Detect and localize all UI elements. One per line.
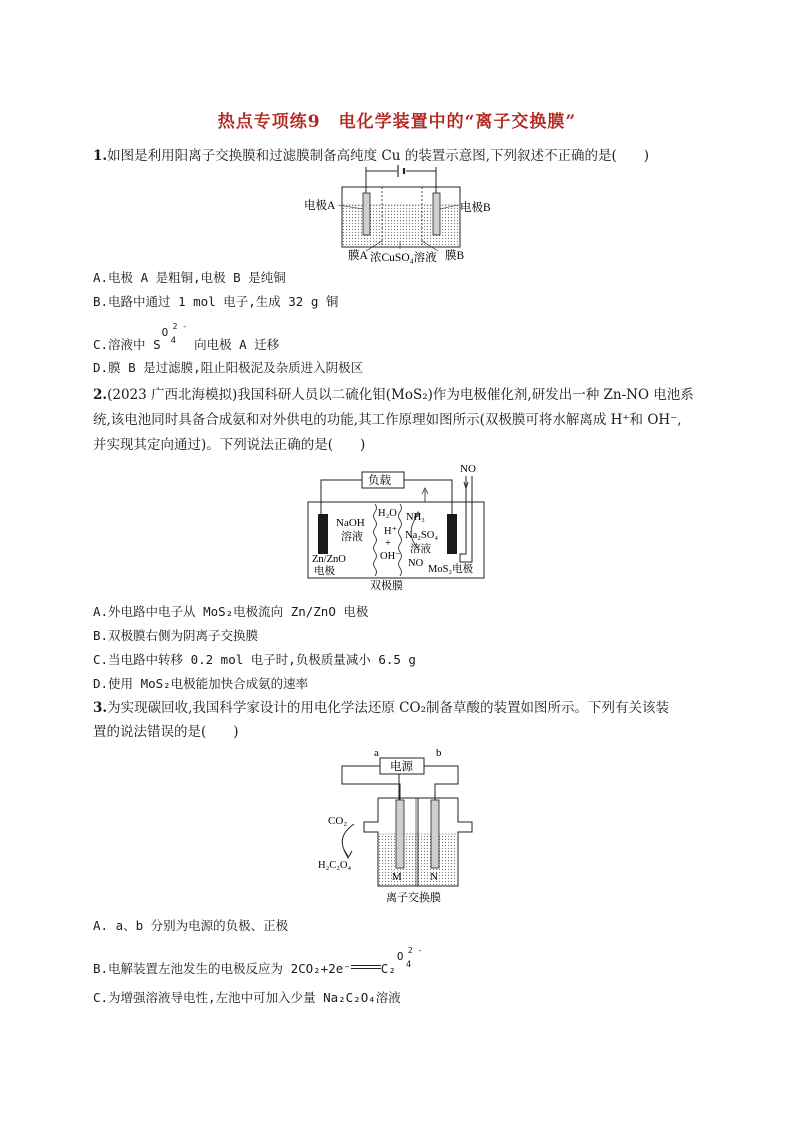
- label-na2so4: Na₂SO₄: [405, 530, 438, 541]
- q3-oxalate-sub: 4: [405, 960, 412, 970]
- question-2-stem-line-1: [93, 385, 694, 405]
- label-membrane-b: 膜B: [445, 250, 465, 262]
- label-membrane-a: 膜A: [348, 250, 368, 262]
- question-1-stem: [93, 146, 649, 166]
- label-mos2-electrode: MoS₂电极: [428, 564, 474, 575]
- question-2-number: 2.: [93, 387, 108, 403]
- label-load: 负载: [368, 475, 391, 487]
- figure-2-zn-no-cell: [300, 462, 500, 592]
- label-electrode-a: 电极A: [304, 200, 336, 212]
- q3-option-b[interactable]: [93, 946, 423, 979]
- q1-sulfate-o: O: [161, 326, 169, 339]
- label-m: M: [392, 871, 402, 883]
- label-bipolar-membrane: 双极膜: [370, 580, 403, 592]
- label-power-source: 电源: [390, 761, 413, 773]
- q3-oxalate-o: O: [396, 950, 404, 963]
- label-zn-electrode-1: Zn/ZnO: [312, 554, 346, 565]
- label-electrode-b: 电极B: [460, 202, 491, 214]
- q2-option-c[interactable]: C.当电路中转移 0.2 mol 电子时,负极质量减小 6.5 g: [93, 652, 416, 667]
- question-1-number: 1.: [93, 148, 108, 164]
- q1-option-d[interactable]: D.膜 B 是过滤膜,阻止阳极泥及杂质进入阴极区: [93, 360, 364, 375]
- label-h2c2o4: H₂C₂O₄: [318, 860, 352, 871]
- q2-option-b[interactable]: B.双极膜右侧为阴离子交换膜: [93, 628, 259, 643]
- q3-oxalate-charge: 2 -: [407, 946, 423, 955]
- q1-option-a[interactable]: A.电极 A 是粗铜,电极 B 是纯铜: [93, 270, 286, 285]
- question-3-text-1: 为实现碳回收,我国科学家设计的用电化学法还原 CO₂制备草酸的装置如图所示。下列有关该装: [107, 700, 669, 716]
- label-b: b: [436, 748, 442, 759]
- label-h2o: H₂O: [378, 508, 397, 519]
- label-oh-minus: OH⁻: [380, 551, 401, 562]
- label-solution: 浓CuSO₄溶液: [370, 252, 437, 264]
- figure-3-co2-reduction-cell: [318, 748, 498, 908]
- q2-option-a[interactable]: A.外电路中电子从 MoS₂电极流向 Zn/ZnO 电极: [93, 604, 369, 619]
- q3-option-a[interactable]: A. a、b 分别为电源的负极、正极: [93, 918, 289, 933]
- label-zn-electrode-2: 电极: [314, 566, 335, 577]
- label-na2so4-solution: 溶液: [410, 544, 431, 555]
- label-n: N: [430, 871, 438, 883]
- q1-option-c[interactable]: [93, 322, 280, 355]
- figure-1-electrolysis-cell: [300, 165, 495, 267]
- label-no-gas: NO: [460, 463, 476, 475]
- q2-option-d[interactable]: D.使用 MoS₂电极能加快合成氨的速率: [93, 676, 309, 691]
- q1-option-c-pre: C.溶液中 S: [93, 337, 161, 352]
- label-a: a: [374, 748, 379, 759]
- q3-option-b-c2: C₂: [380, 961, 396, 976]
- label-no-in: NO: [408, 558, 424, 569]
- label-h-plus: H⁺: [384, 526, 398, 537]
- question-3-stem-line-2: 置的说法错误的是( ): [93, 724, 239, 740]
- page-title: 热点专项练9 电化学装置中的“离子交换膜”: [217, 112, 577, 132]
- q3-option-b-pre: B.电解装置左池发生的电极反应为 2CO₂+2e⁻: [93, 961, 351, 976]
- question-2-text-1: (2023 广西北海模拟)我国科研人员以二硫化钼(MoS₂)作为电极催化剂,研发出一种 Zn-NO 电池系: [107, 387, 694, 403]
- question-2-stem-line-3: 并实现其定向通过)。下列说法正确的是( ): [93, 437, 366, 453]
- question-1-text: 如图是利用阳离子交换膜和过滤膜制备高纯度 Cu 的装置示意图,下列叙述不正确的是( ): [107, 148, 650, 164]
- q1-option-c-post: 向电极 A 迁移: [186, 337, 280, 352]
- label-naoh: NaOH: [336, 517, 365, 529]
- q1-sulfate-sub: 4: [170, 336, 177, 346]
- label-co2: CO₂: [328, 815, 348, 827]
- label-naoh-solution: 溶液: [341, 531, 363, 543]
- q3-option-c[interactable]: C.为增强溶液导电性,左池中可加入少量 Na₂C₂O₄溶液: [93, 990, 401, 1005]
- question-2-stem-line-2: 统,该电池同时具备合成氨和对外供电的功能,其工作原理如图所示(双极膜可将水解离成 H⁺和 OH⁻,: [93, 412, 682, 428]
- label-nh3: NH₃: [406, 512, 425, 523]
- label-ion-exchange-membrane: 离子交换膜: [386, 892, 441, 904]
- label-plus: +: [385, 538, 391, 549]
- question-3-number: 3.: [93, 700, 108, 716]
- question-3-stem-line-1: [93, 698, 669, 718]
- q3-equals-sign: [351, 965, 381, 969]
- q1-sulfate-charge: 2 -: [172, 322, 188, 331]
- q1-option-b[interactable]: B.电路中通过 1 mol 电子,生成 32 g 铜: [93, 294, 339, 309]
